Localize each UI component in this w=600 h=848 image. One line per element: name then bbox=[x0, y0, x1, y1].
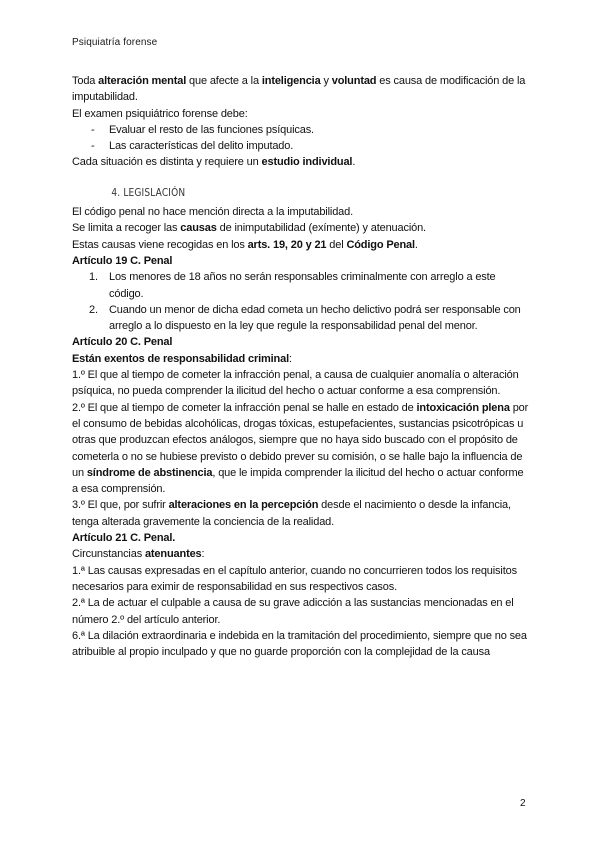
article-19-item: 1. Los menores de 18 años no serán responsables criminalmente con arreglo a este código. bbox=[89, 271, 496, 300]
page-number: 2 bbox=[520, 798, 526, 809]
legislation-line-3: Estas causas viene recogidas en los arts. 19, 20 y 21 del Código Penal. bbox=[72, 238, 418, 251]
exentos-line: Están exentos de responsabilidad criminal: bbox=[72, 352, 292, 365]
running-header: Psiquiatría forense bbox=[72, 37, 158, 48]
intro-paragraph: Toda alteración mental que afecte a la inteligencia y voluntad es causa de modificación de la imputabilidad. bbox=[72, 75, 526, 104]
section-heading: 4. LEGISLACIÓN bbox=[111, 185, 186, 199]
dash-list-item: - Evaluar el resto de las funciones psíquicas. bbox=[91, 123, 314, 136]
article-20-clause-1: 1.º El que al tiempo de cometer la infracción penal, a causa de cualquier anomalía o alteración psíquica, no pueda comprender la ilicitud del hecho o actuar conforme a esa comprensión. bbox=[72, 369, 519, 398]
article-20-clause-3: 3.º El que, por sufrir alteraciones en la percepción desde el nacimiento o desde la infancia, tenga alterada gravemente la conciencia de la realidad. bbox=[72, 499, 511, 528]
exam-paragraph: El examen psiquiátrico forense debe: bbox=[72, 107, 248, 120]
article-21-title: Artículo 21 C. Penal. bbox=[72, 532, 176, 545]
legislation-line-2: Se limita a recoger las causas de inimputabilidad (exímente) y atenuación. bbox=[72, 222, 426, 235]
article-21-item-6: 6.ª La dilación extraordinaria e indebida en la tramitación del procedimiento, siempre que no sea atribuible al propio inculpado y que no guarde proporción con la complejidad de la causa bbox=[72, 629, 527, 659]
article-20-clause-2: 2.º El que al tiempo de cometer la infracción penal se halle en estado de intoxicación plena por el consumo de bebidas alcohólicas, drogas tóxicas, estupefacientes, sustancias psicotrópicas u otras que produzcan efectos análogos, siempre que no haya sido buscado con el propósito de cometerla o no se hubiese previsto o debido prever su comisión, o se halle bajo la influencia de un síndrome de abstinencia, que le impida comprender la ilicitud del hecho o actuar conforme a esa comprensión. bbox=[72, 401, 529, 496]
individual-study-paragraph: Cada situación es distinta y requiere un estudio individual. bbox=[72, 156, 356, 169]
page-body bbox=[72, 73, 532, 660]
dash-list-item: - Las características del delito imputado. bbox=[91, 140, 294, 153]
article-21-item-1: 1.ª Las causas expresadas en el capítulo anterior, cuando no concurrieren todos los requisitos necesarios para eximir de responsabilidad en sus respectivos casos. bbox=[72, 564, 517, 593]
article-19-item: 2. Cuando un menor de dicha edad cometa un hecho delictivo podrá ser responsable con arreglo a lo dispuesto en la ley que regule la responsabilidad penal del menor. bbox=[89, 303, 521, 333]
atenuantes-line: Circunstancias atenuantes: bbox=[72, 548, 205, 561]
article-21-item-2: 2.ª La de actuar el culpable a causa de su grave adicción a las sustancias mencionadas en el número 2.º del artículo anterior. bbox=[72, 597, 514, 626]
article-20-title: Artículo 20 C. Penal bbox=[72, 336, 173, 349]
legislation-line-1: El código penal no hace mención directa a la imputabilidad. bbox=[72, 206, 354, 219]
article-19-title: Artículo 19 C. Penal bbox=[72, 254, 173, 267]
